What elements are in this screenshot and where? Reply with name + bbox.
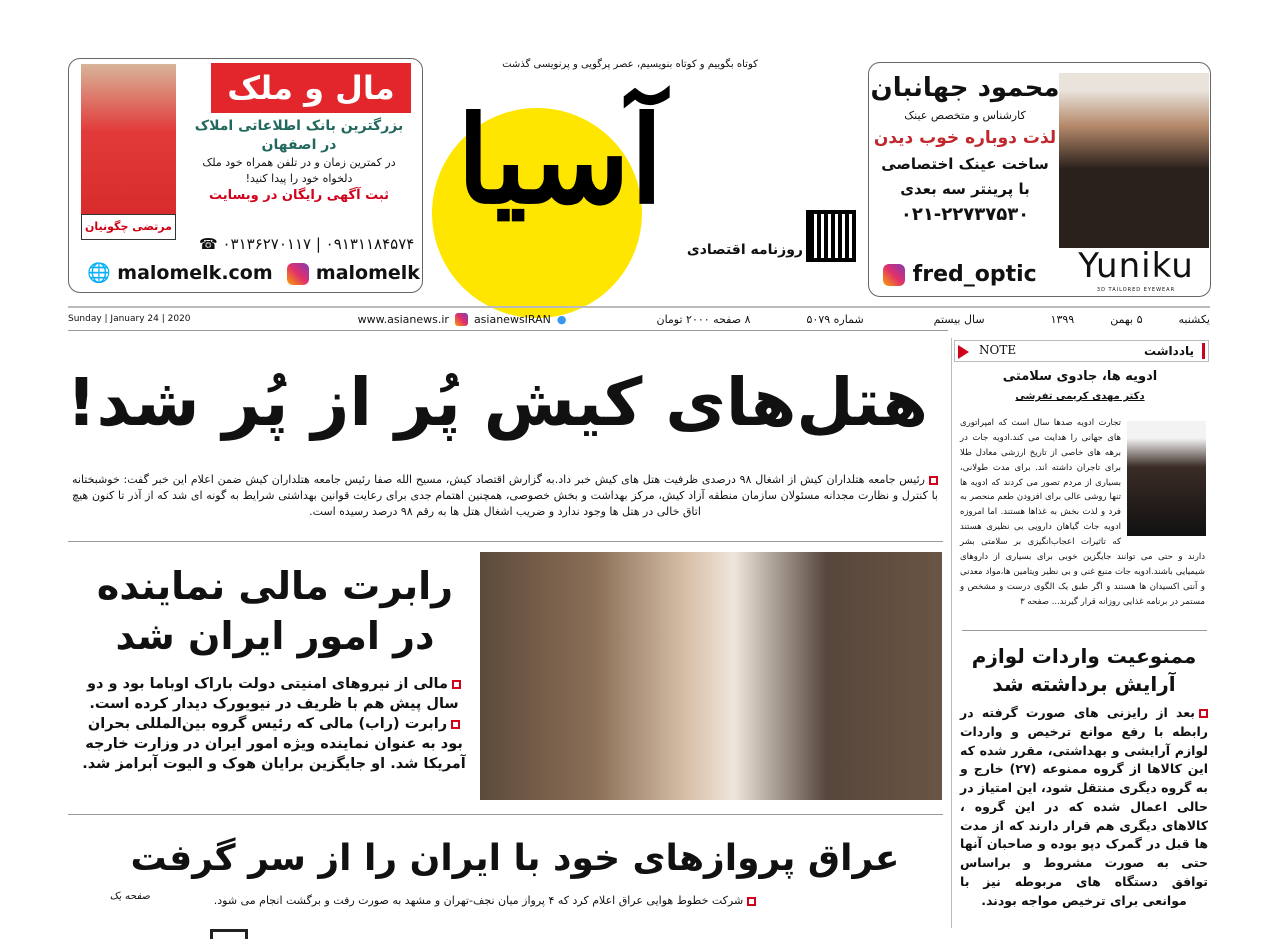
ad-person-photo	[1059, 73, 1209, 248]
note-accent	[1202, 343, 1205, 359]
lead-body-text: رئیس جامعه هتلداران کیش از اشغال ۹۸ درصدی ظرفیت هتل های کیش خبر داد.به گزارش اقتصاد کیش، مسیح الله صفا رئیس جامعه هتلداران کیش ضمن اعلام این خبر گفت: خوشبختانه با کنترل و نظارت مجدانه مسئولان سازمان منطقه آزاد کیش، مرکز بهداشت و بخش خصوصی، همچنین اهتمام جدی برای رعایت قوانین بهداشتی شرایط به گونه ای شد که از آذر تا کنون هیچ اتاق خالی در هتل ها وجود ندارد و ضریب اشغال هتل ها به رقم ۹۸ درصد رسیده است.	[72, 473, 938, 518]
instagram-icon	[883, 264, 905, 286]
story4	[960, 642, 1208, 910]
story2-bullets	[78, 674, 470, 774]
ad-brand: Yuniku	[1078, 246, 1194, 286]
robert-malley-photo	[480, 552, 942, 800]
ad-text2: با پرینتر سه بعدی	[900, 180, 1030, 198]
phone-icon: ☎	[199, 235, 218, 253]
globe-icon: 🌐	[87, 262, 111, 284]
issue: شماره ۵۰۷۹	[806, 312, 864, 326]
bottom-box	[210, 929, 248, 939]
ad-tagline: لذت دوباره خوب دیدن	[873, 128, 1057, 148]
verified-icon: ●	[556, 312, 567, 326]
ad-role: کارشناس و متخصص عینک	[904, 109, 1026, 122]
ad-instagram[interactable]: malomelk	[315, 262, 420, 284]
story4-body-text: بعد از رایزنی های صورت گرفته در رابطه با رفع موانع ترخیص و واردات لوازم آرایشی و بهداشتی، مقرر شده که این کالاها از گروه ممنوعه (۲۷) خارج و به گروه دیگری منتقل شود، این امتیاز در حالی اعمال شده که در این گروه ، کالاهای دیگری هم قرار دارند که از مدت ها قبل در گمرک دپو بوده و صاحبان آنها حتی به صورت مشروط و براساس توافق دستگاه های مربوطه نیز با موانعی برای ترخیص مواجه بودند.	[960, 705, 1209, 908]
column-divider	[951, 338, 952, 928]
masthead-slogan: کوتاه بگوییم و کوتاه بنویسیم، عصر پرگویی و پرنویسی گذشت	[502, 59, 758, 70]
story3-body	[160, 893, 810, 909]
ad-text2: دلخواه خود را پیدا کنید!	[245, 172, 353, 185]
ad-text-column	[870, 71, 1060, 257]
qr-code-icon	[806, 210, 856, 262]
story4-body	[960, 704, 1208, 910]
ad-brand-sub: 3D TAILORED EYEWEAR	[1096, 287, 1176, 293]
bullet-icon	[451, 720, 460, 729]
story2-bullet1	[78, 674, 470, 714]
note-header	[954, 340, 1209, 362]
bullet-text: مالی از نیروهای امنیتی دولت باراک اوباما بود و دو سال پیش هم با ظریف در نیویورک دیدار کرده است.	[87, 676, 459, 712]
note-body	[960, 416, 1205, 609]
bullet-icon	[929, 476, 938, 485]
bullet-icon	[747, 897, 756, 906]
social-row	[358, 313, 567, 326]
ad-text1: ساخت عینک اختصاصی	[881, 155, 1049, 173]
volume: سال بیستم	[933, 312, 985, 326]
ad-name: محمود جهانبان	[870, 73, 1060, 103]
ad-yuniku[interactable]	[868, 62, 1211, 297]
day: یکشنبه	[1178, 312, 1210, 326]
bullet-icon	[452, 680, 461, 689]
ad-person-name: مرتضی چگونیان	[81, 214, 176, 240]
note-author: دکتر مهدی کریمی تفرشی	[1015, 391, 1145, 402]
ad-web-row	[87, 261, 420, 285]
ad-instagram[interactable]: fred_optic	[912, 262, 1037, 287]
ad-text1: در کمترین زمان و در تلفن همراه خود ملک	[202, 156, 396, 169]
ad-person-photo	[81, 64, 176, 214]
note-body-text: تجارت ادویه صدها سال است که امپراتوری های جهانی را هدایت می کند.ادویه جات در برهه های خاصی از تاریخ ارزشی معادل طلا برای تاجران داشته اند. برای مدت طولانی، بسیاری از مردم تصور می کردند که ادویه ها تنها روشی عالی برای افزودن طعم منحصر به فرد و لذت بخش به غذاها هستند. اما امروزه ادویه جات گیاهان دارویی بی نظیری هستند که تاثیرات اعجاب‌انگیزی بر سلامتی بشر دارند و حتی می توانند جایگزین خوبی برای بسیاری از داروهای شیمیایی باشند.ادویه جات منبع غنی و بی نظیر ویتامین ها،مواد معدنی و آنتی اکسیدان ها هستند و اگر طبق یک الگوی درست و مشخص و مستمر در برنامه غذایی روزانه قرار گیرند...	[960, 418, 1205, 607]
masthead-subtitle: روزنامه اقتصادی	[686, 242, 803, 258]
story2-headline1: رابرت مالی نماینده	[96, 564, 454, 608]
note-photo-float	[1121, 416, 1205, 544]
story3-headline: عراق پروازهای خود با ایران را از سر گرفت	[130, 838, 900, 879]
instagram-icon	[455, 313, 468, 326]
note-title: ادویه ها، جادوی سلامتی	[1002, 369, 1158, 384]
ad-text-column	[179, 117, 419, 233]
story2-bullet2	[78, 714, 470, 774]
arrow-right-icon	[958, 345, 969, 359]
masthead-logo: آسیا	[456, 90, 664, 231]
year: ۱۳۹۹	[1050, 312, 1075, 326]
note-label-en: NOTE	[979, 343, 1017, 357]
en-date: Sunday | January 24 | 2020	[68, 314, 191, 324]
lead-body	[72, 472, 938, 520]
ad-malomelk[interactable]	[68, 58, 423, 293]
date: ۵ بهمن	[1110, 312, 1143, 326]
lead-headline: هتل‌های کیش پُر از پُر شد!	[66, 364, 928, 441]
ad-headline2: در اصفهان	[261, 137, 337, 153]
ad-phone: ۰۲۱-۲۲۷۳۷۵۳۰	[900, 204, 1030, 225]
ad-brand-banner: مال و ملک	[211, 63, 411, 113]
ad-website[interactable]: malomelk.com	[117, 262, 273, 284]
date-bar	[68, 310, 1210, 328]
bullet-text: رابرت (راب) مالی که رئیس گروه بین‌المللی بحران بود به عنوان نماینده ویژه امور ایران در وزارت خارجه آمریکا شد. او جایگزین برایان هوک و الیوت آبرامز شد.	[82, 716, 466, 772]
ad-phones: ۰۳۱۳۶۲۷۰۱۱۷ | ۰۹۱۳۱۱۸۴۵۷۴	[222, 235, 415, 253]
story4-headline: ممنوعیت واردات لوازم آرایش برداشته شد	[971, 644, 1197, 696]
ad-headline: بزرگترین بانک اطلاعاتی املاک	[194, 118, 404, 134]
note-page[interactable]: صفحه ۳	[1020, 596, 1049, 607]
ad-phones-row	[199, 235, 419, 253]
bullet-icon	[1199, 709, 1208, 718]
story3-body-text: شرکت خطوط هوایی عراق اعلام کرد که ۴ پرواز میان نجف-تهران و مشهد به صورت رفت و برگشت انجام می شود.	[213, 894, 744, 907]
note-label: یادداشت	[1144, 344, 1194, 358]
ad-cta: ثبت آگهی رایگان در وبسایت	[208, 188, 390, 203]
website[interactable]: www.asianews.ir	[357, 312, 449, 326]
instagram-handle[interactable]: asianewsIRAN	[473, 312, 551, 326]
pages-price: ۸ صفحه ۲۰۰۰ تومان	[656, 312, 751, 326]
instagram-icon	[287, 263, 309, 285]
story2-headline2: در امور ایران شد	[115, 614, 435, 658]
page-label: صفحه یک	[109, 891, 150, 902]
ad-ig-row	[883, 261, 1037, 289]
